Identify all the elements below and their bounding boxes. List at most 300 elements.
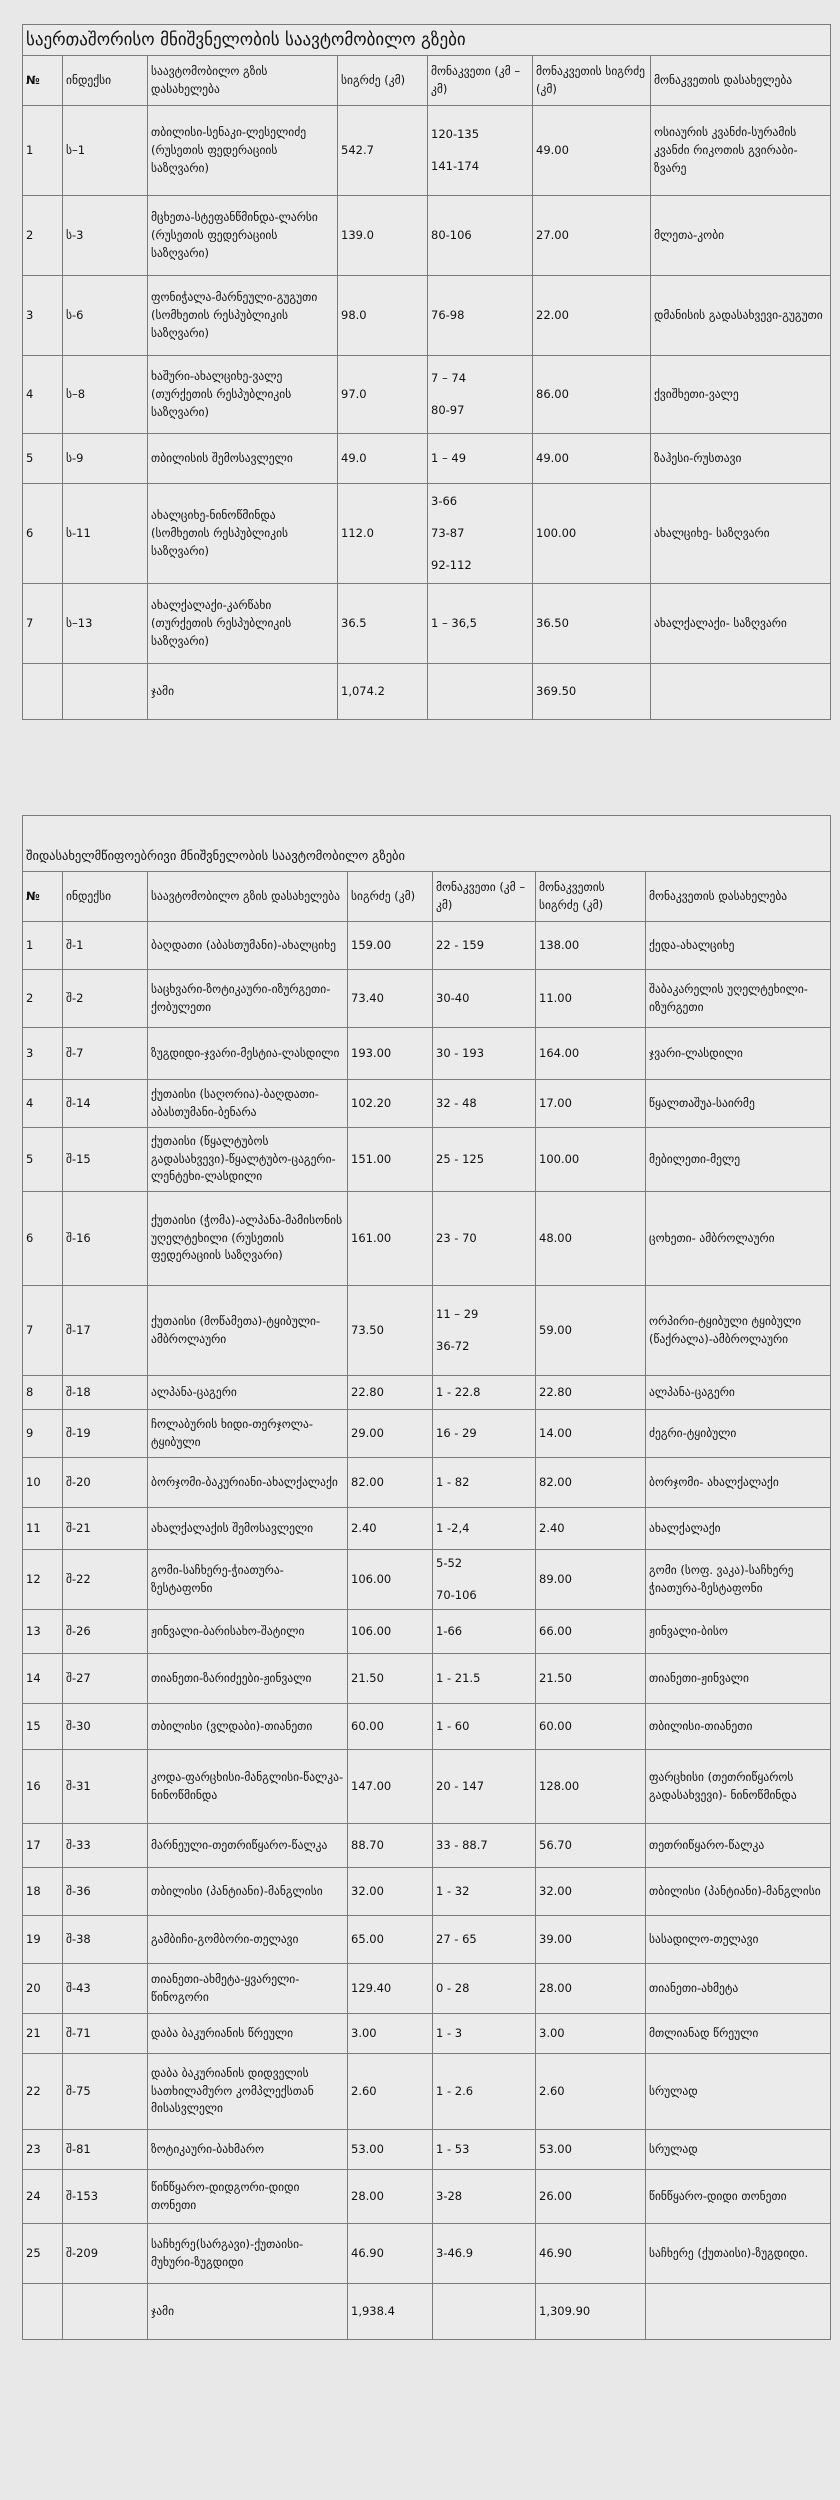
section-range xyxy=(433,1128,536,1192)
section-range-item: 1 - 32 xyxy=(436,1883,470,1898)
road-length: 22.80 xyxy=(348,1376,433,1410)
section-range-item: 36-72 xyxy=(436,1338,470,1353)
section-range-item: 1 – 49 xyxy=(431,450,467,465)
road-length: 65.00 xyxy=(348,1916,433,1964)
section-name: ახალქალაქი- საზღვარი xyxy=(651,584,831,664)
header-section: მონაკვეთი (კმ – კმ) xyxy=(428,56,533,106)
section-range xyxy=(433,1610,536,1654)
total-length: 1,074.2 xyxy=(338,664,428,720)
row-index: ს–1 xyxy=(63,106,148,196)
row-index: შ-19 xyxy=(63,1410,148,1458)
header-section: მონაკვეთი (კმ – კმ) xyxy=(433,872,536,922)
row-number: 15 xyxy=(23,1704,63,1750)
section-name: შაბაკარელის უღელტეხილი-იზურგეთი xyxy=(646,970,831,1028)
section-range xyxy=(433,970,536,1028)
row-index: შ-22 xyxy=(63,1550,148,1610)
total-empty xyxy=(646,2284,831,2340)
road-length: 49.0 xyxy=(338,434,428,484)
road-name: თიანეთი-ახმეტა-ყვარელი-წინოგორი xyxy=(148,1964,348,2014)
road-length: 106.00 xyxy=(348,1550,433,1610)
section-range-item: 73-87 xyxy=(431,525,465,540)
section-range-item: 30 - 193 xyxy=(436,1045,485,1060)
section-name: მთლიანად წრეული xyxy=(646,2014,831,2054)
table-row xyxy=(23,1868,831,1916)
section-range xyxy=(428,196,533,276)
row-number: 4 xyxy=(23,356,63,434)
section-range xyxy=(433,1550,536,1610)
road-length: 53.00 xyxy=(348,2130,433,2170)
road-name: თიანეთი-ზარიძეები-ჟინვალი xyxy=(148,1654,348,1704)
section-range xyxy=(433,1080,536,1128)
section-name: სრულად xyxy=(646,2054,831,2130)
total-label: ჯამი xyxy=(148,664,338,720)
section-length: 2.60 xyxy=(536,2054,646,2130)
table-row xyxy=(23,1704,831,1750)
section-range xyxy=(433,1654,536,1704)
row-index: შ-71 xyxy=(63,2014,148,2054)
section-length: 26.00 xyxy=(536,2170,646,2224)
section-length: 22.80 xyxy=(536,1376,646,1410)
section-length: 138.00 xyxy=(536,922,646,970)
road-name: ფონიჭალა-მარნეული-გუგუთი (სომხეთის რესპუბლიკის საზღვარი) xyxy=(148,276,338,356)
row-index: შ-7 xyxy=(63,1028,148,1080)
total-empty xyxy=(651,664,831,720)
row-index: შ-81 xyxy=(63,2130,148,2170)
section-length: 2.40 xyxy=(536,1508,646,1550)
road-name: ქუთაისი (წყალტუბოს გადასახვევი)-წყალტუბო-ცაგერი-ლენტეხი-ლასდილი xyxy=(148,1128,348,1192)
total-section-length: 1,309.90 xyxy=(536,2284,646,2340)
section-length: 82.00 xyxy=(536,1458,646,1508)
road-name: ქუთაისი (საღორია)-ბაღდათი-აბასთუმანი-ბენარა xyxy=(148,1080,348,1128)
road-length: 60.00 xyxy=(348,1704,433,1750)
section-range-item: 3-28 xyxy=(436,2188,463,2203)
section-range xyxy=(433,2224,536,2284)
table-row xyxy=(23,922,831,970)
row-number: 21 xyxy=(23,2014,63,2054)
road-length: 151.00 xyxy=(348,1128,433,1192)
road-name: დაბა ბაკურიანის წრეული xyxy=(148,2014,348,2054)
section-range xyxy=(433,1824,536,1868)
section-length: 66.00 xyxy=(536,1610,646,1654)
road-length: 98.0 xyxy=(338,276,428,356)
section-range-item: 0 - 28 xyxy=(436,1980,470,1995)
road-length: 21.50 xyxy=(348,1654,433,1704)
section-range-item: 76-98 xyxy=(431,307,465,322)
table-title: შიდასახელმწიფოებრივი მნიშვნელობის საავტომობილო გზები xyxy=(23,816,831,872)
table-row xyxy=(23,1508,831,1550)
section-name: ახალციხე- საზღვარი xyxy=(651,484,831,584)
table-row xyxy=(23,2130,831,2170)
section-range xyxy=(428,584,533,664)
section-length: 100.00 xyxy=(536,1128,646,1192)
section-range-item: 1 - 60 xyxy=(436,1718,470,1733)
section-range-item: 1-66 xyxy=(436,1623,463,1638)
road-name: კოდა-ფარცხისი-მანგლისი-წალკა-ნინოწმინდა xyxy=(148,1750,348,1824)
road-name: ქუთაისი (მოწამეთა)-ტყიბული-ამბროლაური xyxy=(148,1286,348,1376)
road-name: გომი-საჩხერე-ჭიათურა-ზესტაფონი xyxy=(148,1550,348,1610)
table-row xyxy=(23,584,831,664)
section-range-item: 1 -2,4 xyxy=(436,1520,470,1535)
table-body xyxy=(23,56,831,720)
row-index: შ-14 xyxy=(63,1080,148,1128)
section-name: დმანისის გადასახვევი-გუგუთი xyxy=(651,276,831,356)
row-index: შ-153 xyxy=(63,2170,148,2224)
road-name: ალპანა-ცაგერი xyxy=(148,1376,348,1410)
section-range xyxy=(428,106,533,196)
road-name: საჩხერე(სარგავი)-ქუთაისი-მუხური-ზუგდიდი xyxy=(148,2224,348,2284)
road-name: ზოტიკაური-ბახმარო xyxy=(148,2130,348,2170)
section-range xyxy=(428,356,533,434)
section-range-item: 1 - 82 xyxy=(436,1474,470,1489)
section-name: ცოხეთი- ამბროლაური xyxy=(646,1192,831,1286)
road-name: ზუგდიდი-ჯვარი-მესტია-ლასდილი xyxy=(148,1028,348,1080)
section-range-item: 1 - 21.5 xyxy=(436,1670,481,1685)
section-length: 32.00 xyxy=(536,1868,646,1916)
section-range-item: 5-52 xyxy=(436,1555,463,1570)
section-range xyxy=(433,1286,536,1376)
section-name: თიანეთი-ახმეტა xyxy=(646,1964,831,2014)
table-body xyxy=(23,872,831,2340)
header-index: ინდექსი xyxy=(63,56,148,106)
row-number: 1 xyxy=(23,106,63,196)
table-row xyxy=(23,1550,831,1610)
section-length: 53.00 xyxy=(536,2130,646,2170)
road-length: 73.40 xyxy=(348,970,433,1028)
section-range xyxy=(433,1028,536,1080)
road-name: საცხვარი-ზოტიკაური-იზურგეთი-ქობულეთი xyxy=(148,970,348,1028)
section-range-item: 1 – 36,5 xyxy=(431,615,477,630)
row-index: შ-26 xyxy=(63,1610,148,1654)
road-length: 112.0 xyxy=(338,484,428,584)
header-length: სიგრძე (კმ) xyxy=(338,56,428,106)
section-range-item: 22 - 159 xyxy=(436,937,485,952)
section-name: ზაჰესი-რუსთავი xyxy=(651,434,831,484)
section-range xyxy=(433,1458,536,1508)
row-index: შ-38 xyxy=(63,1916,148,1964)
road-length: 82.00 xyxy=(348,1458,433,1508)
road-length: 147.00 xyxy=(348,1750,433,1824)
table-row xyxy=(23,1964,831,2014)
table-row xyxy=(23,356,831,434)
section-length: 14.00 xyxy=(536,1410,646,1458)
section-name: თბილისი-თიანეთი xyxy=(646,1704,831,1750)
section-length: 89.00 xyxy=(536,1550,646,1610)
road-length: 542.7 xyxy=(338,106,428,196)
road-length: 29.00 xyxy=(348,1410,433,1458)
row-index: შ-16 xyxy=(63,1192,148,1286)
section-name: სრულად xyxy=(646,2130,831,2170)
road-name: თბილისი (ვლდაბი)-თიანეთი xyxy=(148,1704,348,1750)
total-empty xyxy=(63,664,148,720)
table-row xyxy=(23,276,831,356)
row-index: შ-15 xyxy=(63,1128,148,1192)
section-range-item: 20 - 147 xyxy=(436,1778,485,1793)
road-length: 139.0 xyxy=(338,196,428,276)
row-number: 6 xyxy=(23,484,63,584)
header-no: № xyxy=(23,872,63,922)
table-row xyxy=(23,1376,831,1410)
row-index: შ-21 xyxy=(63,1508,148,1550)
international-roads-table xyxy=(22,24,831,720)
row-number: 19 xyxy=(23,1916,63,1964)
section-range xyxy=(433,2014,536,2054)
road-name: ბაღდათი (აბასთუმანი)-ახალციხე xyxy=(148,922,348,970)
section-range-item: 80-106 xyxy=(431,227,472,242)
row-number: 24 xyxy=(23,2170,63,2224)
section-range xyxy=(433,1964,536,2014)
row-number: 17 xyxy=(23,1824,63,1868)
row-index: შ-18 xyxy=(63,1376,148,1410)
header-row xyxy=(23,56,831,106)
road-length: 32.00 xyxy=(348,1868,433,1916)
section-name: ჯვარი-ლასდილი xyxy=(646,1028,831,1080)
section-length: 49.00 xyxy=(533,434,651,484)
total-empty xyxy=(433,2284,536,2340)
section-range-item: 3-66 xyxy=(431,494,458,509)
section-name: ალპანა-ცაგერი xyxy=(646,1376,831,1410)
section-range-item: 3-46.9 xyxy=(436,2245,474,2260)
section-length: 28.00 xyxy=(536,1964,646,2014)
row-number: 9 xyxy=(23,1410,63,1458)
row-number: 1 xyxy=(23,922,63,970)
row-number: 11 xyxy=(23,1508,63,1550)
row-number: 6 xyxy=(23,1192,63,1286)
domestic-roads-table xyxy=(22,815,831,2340)
section-length: 22.00 xyxy=(533,276,651,356)
row-number: 7 xyxy=(23,1286,63,1376)
section-range-item: 33 - 88.7 xyxy=(436,1837,488,1852)
section-range-item: 80-97 xyxy=(431,402,465,417)
section-length: 128.00 xyxy=(536,1750,646,1824)
row-number: 12 xyxy=(23,1550,63,1610)
section-length: 36.50 xyxy=(533,584,651,664)
row-index: შ-43 xyxy=(63,1964,148,2014)
section-range-item: 11 – 29 xyxy=(436,1306,479,1321)
section-length: 11.00 xyxy=(536,970,646,1028)
table-row xyxy=(23,2224,831,2284)
section-length: 48.00 xyxy=(536,1192,646,1286)
road-name: ჟინვალი-ბარისახო-შატილი xyxy=(148,1610,348,1654)
row-index: ს–13 xyxy=(63,584,148,664)
section-name: თიანეთი-ჟინვალი xyxy=(646,1654,831,1704)
section-name: ძეგრი-ტყიბული xyxy=(646,1410,831,1458)
road-name: თბილისის შემოსავლელი xyxy=(148,434,338,484)
road-length: 161.00 xyxy=(348,1192,433,1286)
row-index: შ-27 xyxy=(63,1654,148,1704)
section-range xyxy=(433,1704,536,1750)
section-length: 39.00 xyxy=(536,1916,646,1964)
section-length: 21.50 xyxy=(536,1654,646,1704)
total-length: 1,938.4 xyxy=(348,2284,433,2340)
road-length: 73.50 xyxy=(348,1286,433,1376)
section-name: საჩხერე (ქუთაისი)-ზუგდიდი. xyxy=(646,2224,831,2284)
section-length: 27.00 xyxy=(533,196,651,276)
section-range-item: 1 - 3 xyxy=(436,2025,463,2040)
row-number: 5 xyxy=(23,1128,63,1192)
header-section-name: მონაკვეთის დასახელება xyxy=(651,56,831,106)
row-number: 2 xyxy=(23,196,63,276)
road-length: 46.90 xyxy=(348,2224,433,2284)
section-range xyxy=(433,1916,536,1964)
road-name: დაბა ბაკურიანის დიდველის სათხილამურო კომპლექსთან მისასვლელი xyxy=(148,2054,348,2130)
section-range-item: 70-106 xyxy=(436,1587,477,1602)
table-row xyxy=(23,970,831,1028)
section-length: 49.00 xyxy=(533,106,651,196)
row-number: 13 xyxy=(23,1610,63,1654)
road-name: წინწყარო-დიდგორი-დიდი თონეთი xyxy=(148,2170,348,2224)
section-name: გომი (სოფ. ვაკა)-საჩხერე ჭიათურა-ზესტაფონი xyxy=(646,1550,831,1610)
section-length: 56.70 xyxy=(536,1824,646,1868)
row-number: 20 xyxy=(23,1964,63,2014)
section-range xyxy=(433,2054,536,2130)
road-name: თბილისი-სენაკი-ლესელიძე (რუსეთის ფედერაციის საზღვარი) xyxy=(148,106,338,196)
total-empty xyxy=(63,2284,148,2340)
section-name: სასადილო-თელავი xyxy=(646,1916,831,1964)
section-length: 17.00 xyxy=(536,1080,646,1128)
table-title: საერთაშორისო მნიშვნელობის საავტომობილო გზები xyxy=(23,25,831,56)
road-name: გამბიჩი-გომბორი-თელავი xyxy=(148,1916,348,1964)
section-range-item: 120-135 xyxy=(431,127,480,142)
table-row xyxy=(23,106,831,196)
section-range xyxy=(428,276,533,356)
table-row xyxy=(23,484,831,584)
section-name: წინწყარო-დიდი თონეთი xyxy=(646,2170,831,2224)
row-number: 8 xyxy=(23,1376,63,1410)
section-range-item: 141-174 xyxy=(431,158,480,173)
row-number: 10 xyxy=(23,1458,63,1508)
table-row xyxy=(23,1458,831,1508)
row-index: ს-3 xyxy=(63,196,148,276)
total-row xyxy=(23,2284,831,2340)
row-index: შ-17 xyxy=(63,1286,148,1376)
section-range-item: 16 - 29 xyxy=(436,1425,477,1440)
road-length: 129.40 xyxy=(348,1964,433,2014)
section-name: ჟინვალი-ბისო xyxy=(646,1610,831,1654)
row-index: შ-1 xyxy=(63,922,148,970)
table-row xyxy=(23,1080,831,1128)
row-number: 25 xyxy=(23,2224,63,2284)
section-name: ახალქალაქი xyxy=(646,1508,831,1550)
section-range-item: 27 - 65 xyxy=(436,1931,477,1946)
row-number: 4 xyxy=(23,1080,63,1128)
section-range-item: 1 - 2.6 xyxy=(436,2083,474,2098)
section-name: მლეთა-კობი xyxy=(651,196,831,276)
section-length: 86.00 xyxy=(533,356,651,434)
road-length: 159.00 xyxy=(348,922,433,970)
section-name: წყალთაშუა-საირმე xyxy=(646,1080,831,1128)
table-row xyxy=(23,1128,831,1192)
row-index: ს–8 xyxy=(63,356,148,434)
road-name: თბილისი (პანტიანი)-მანგლისი xyxy=(148,1868,348,1916)
section-range-item: 92-112 xyxy=(431,557,472,572)
header-no: № xyxy=(23,56,63,106)
section-name: ფარცხისი (თეთრიწყაროს გადასახვევი)- ნინოწმინდა xyxy=(646,1750,831,1824)
road-length: 97.0 xyxy=(338,356,428,434)
road-name: ახალციხე-ნინოწმინდა (სომხეთის რესპუბლიკის საზღვარი) xyxy=(148,484,338,584)
row-index: შ-36 xyxy=(63,1868,148,1916)
section-length: 60.00 xyxy=(536,1704,646,1750)
header-section-length: მონაკვეთის სიგრძე (კმ) xyxy=(536,872,646,922)
row-index: შ-2 xyxy=(63,970,148,1028)
section-range xyxy=(433,1410,536,1458)
road-length: 193.00 xyxy=(348,1028,433,1080)
section-range xyxy=(428,484,533,584)
row-number: 3 xyxy=(23,1028,63,1080)
section-range xyxy=(433,1750,536,1824)
section-name: ორპირი-ტყიბული ტყიბული (წაქრალა)-ამბროლაური xyxy=(646,1286,831,1376)
table-row xyxy=(23,2014,831,2054)
section-range xyxy=(433,1192,536,1286)
table-row xyxy=(23,1192,831,1286)
table-row xyxy=(23,1750,831,1824)
row-number: 23 xyxy=(23,2130,63,2170)
table-row xyxy=(23,2170,831,2224)
total-label: ჯამი xyxy=(148,2284,348,2340)
section-name: თეთრიწყარო-წალკა xyxy=(646,1824,831,1868)
section-range xyxy=(433,922,536,970)
section-name: მებილეთი-მელე xyxy=(646,1128,831,1192)
row-number: 5 xyxy=(23,434,63,484)
section-name: ქვიშხეთი-ვალე xyxy=(651,356,831,434)
row-index: ს-11 xyxy=(63,484,148,584)
table-row xyxy=(23,1824,831,1868)
header-road-name: საავტომობილო გზის დასახელება xyxy=(148,872,348,922)
table-row xyxy=(23,1916,831,1964)
total-empty xyxy=(428,664,533,720)
header-row xyxy=(23,872,831,922)
total-empty xyxy=(23,664,63,720)
road-name: ახალქალაქი-კარწახი (თურქეთის რესპუბლიკის საზღვარი) xyxy=(148,584,338,664)
table-row xyxy=(23,1610,831,1654)
total-section-length: 369.50 xyxy=(533,664,651,720)
row-index: შ-209 xyxy=(63,2224,148,2284)
section-name: ქედა-ახალციხე xyxy=(646,922,831,970)
row-index: შ-30 xyxy=(63,1704,148,1750)
road-name: მარნეული-თეთრიწყარო-წალკა xyxy=(148,1824,348,1868)
road-length: 36.5 xyxy=(338,584,428,664)
section-length: 164.00 xyxy=(536,1028,646,1080)
road-length: 106.00 xyxy=(348,1610,433,1654)
road-length: 2.40 xyxy=(348,1508,433,1550)
section-range xyxy=(433,2170,536,2224)
section-range xyxy=(428,434,533,484)
section-name: ოსიაურის კვანძი-სურამის კვანძი რიკოთის გვირაბი-ზვარე xyxy=(651,106,831,196)
table-row xyxy=(23,1654,831,1704)
section-length: 59.00 xyxy=(536,1286,646,1376)
section-range-item: 32 - 48 xyxy=(436,1095,477,1110)
section-range-item: 1 - 53 xyxy=(436,2141,470,2156)
road-length: 102.20 xyxy=(348,1080,433,1128)
total-row xyxy=(23,664,831,720)
section-name: თბილისი (პანტიანი)-მანგლისი xyxy=(646,1868,831,1916)
road-name: ჩოლაბურის ხიდი-თერჯოლა-ტყიბული xyxy=(148,1410,348,1458)
section-range-item: 7 – 74 xyxy=(431,371,467,386)
row-number: 2 xyxy=(23,970,63,1028)
header-section-length: მონაკვეთის სიგრძე (კმ) xyxy=(533,56,651,106)
table-row xyxy=(23,1286,831,1376)
row-number: 18 xyxy=(23,1868,63,1916)
road-length: 28.00 xyxy=(348,2170,433,2224)
road-name: ხაშური-ახალციხე-ვალე (თურქეთის რესპუბლიკის საზღვარი) xyxy=(148,356,338,434)
row-number: 7 xyxy=(23,584,63,664)
table-row xyxy=(23,1028,831,1080)
section-length: 3.00 xyxy=(536,2014,646,2054)
header-length: სიგრძე (კმ) xyxy=(348,872,433,922)
row-index: ს-9 xyxy=(63,434,148,484)
road-length: 3.00 xyxy=(348,2014,433,2054)
section-range-item: 25 - 125 xyxy=(436,1151,485,1166)
header-road-name: საავტომობილო გზის დასახელება xyxy=(148,56,338,106)
